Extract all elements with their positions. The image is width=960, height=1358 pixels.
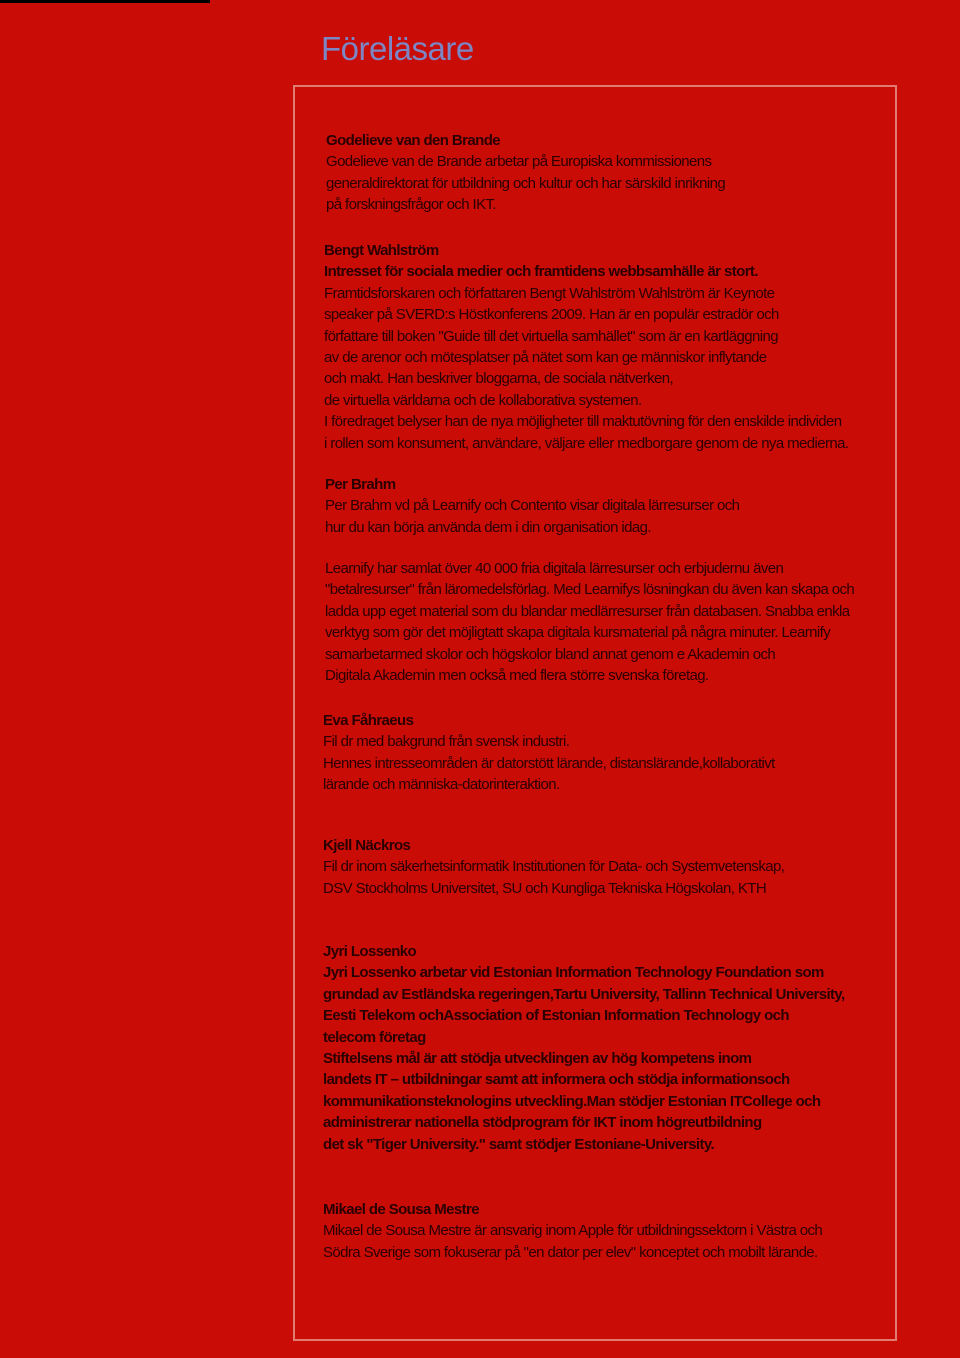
bio-line: och makt. Han beskriver bloggarna, de sociala nätverken, [324,370,674,388]
bio-line: Fil dr med bakgrund från svensk industri. [323,733,570,751]
bio-line: "betalresurser" från läromedelsförlag. Med Learnifys lösningkan du även kan skapa och [325,581,855,599]
bio-line: landets IT – utbildningar samt att informera och stödja informationsoch [323,1071,790,1089]
bio-line: hur du kan börja använda dem i din organisation idag. [325,518,651,536]
bio-line: Jyri Lossenko arbetar vid Estonian Information Technology Foundation som [323,964,824,982]
bio-line: Stiftelsens mål är att stödja utvecklingen av hög kompetens inom [323,1050,752,1068]
speaker-name: Kjell Näckros [323,837,411,854]
speaker-name: Jyri Lossenko [323,943,417,960]
bio-line: lärande och människa-datorinteraktion. [323,776,560,794]
bio-line: grundad av Estländska regeringen,Tartu University, Tallinn Technical University, [323,985,845,1003]
bio-line: samarbetarmed skolor och högskolor bland annat genom e Akademin och [325,645,776,663]
bio-line: Eesti Telekom ochAssociation of Estonian Information Technology och [323,1007,789,1025]
speaker-name: Godelieve van den Brande [326,132,500,149]
speaker-lossenko [323,941,845,1155]
speaker-mestre [323,1199,822,1263]
page-title: Föreläsare [321,30,474,67]
speaker-brahm-learnify [325,558,854,686]
bio-line: Digitala Akademin men också med flera större svenska företag. [325,667,709,685]
bio-line: Hennes intresseområden är datorstött lärande, distanslärande,kollaborativt [323,754,775,772]
speaker-fahraeus [323,710,775,796]
speaker-name: Mikael de Sousa Mestre [323,1201,480,1218]
bio-line: verktyg som gör det möjligtatt skapa digitala kursmaterial på några minuter. Learnify [325,624,831,642]
bio-line: Södra Sverige som fokuserar på "en dator per elev" konceptet och mobilt lärande. [323,1243,818,1261]
bio-line: Mikael de Sousa Mestre är ansvarig inom Apple för utbildningssektorn i Västra och [323,1222,823,1240]
bio-line: på forskningsfrågor och IKT. [326,196,496,214]
bio-line: av de arenor och mötesplatser på nätet som kan ge människor inflytande [324,349,767,367]
top-rule [0,0,210,3]
speaker-name: Eva Fåhraeus [323,712,414,729]
bio-line: Per Brahm vd på Learnify och Contento visar digitala lärresurser och [325,497,740,515]
bio-line: kommunikationsteknologins utveckling.Man stödjer Estonian ITCollege och [323,1092,821,1110]
bio-line: speaker på SVERD:s Höstkonferens 2009. Han är en populär estradör och [324,306,779,324]
bio-line: ladda upp eget material som du blandar medlärresurser från databasen. Snabba enkla [325,602,850,620]
bio-line: de virtuella världarna och de kollaborativa systemen. [324,391,642,409]
bio-line: administrerar nationella stödprogram för IKT inom högreutbildning [323,1114,762,1132]
speaker-brande [326,130,725,216]
bio-lead: Intresset för sociala medier och framtidens webbsamhälle är stort. [324,263,758,281]
bio-line: i rollen som konsument, användare, väljare eller medborgare genom de nya medierna. [324,434,849,452]
bio-line: I föredraget belyser han de nya möjligheter till maktutövning för den enskilde individen [324,413,842,431]
bio-line: DSV Stockholms Universitet, SU och Kungliga Tekniska Högskolan, KTH [323,879,767,897]
bio-line: generaldirektorat för utbildning och kultur och har särskild inrikning [326,174,726,192]
bio-line: det sk "Tiger University." samt stödjer Estoniane-University. [323,1135,715,1153]
bio-line: Learnify har samlat över 40 000 fria digitala lärresurser och erbjudernu även [325,560,784,577]
bio-line: Framtidsforskaren och författaren Bengt Wahlström Wahlström är Keynote [324,284,775,302]
speaker-wahlstrom [324,240,848,454]
speaker-brahm [325,474,739,538]
bio-line: Fil dr inom säkerhetsinformatik Institutionen för Data- och Systemvetenskap, [323,858,785,876]
speaker-name: Bengt Wahlström [324,242,439,259]
bio-line: telecom företag [323,1028,426,1046]
speaker-name: Per Brahm [325,476,396,493]
bio-line: Godelieve van de Brande arbetar på Europiska kommissionens [326,153,712,171]
bio-line: författare till boken "Guide till det virtuella samhället" som är en kartläggning [324,327,778,345]
speaker-nackros [323,835,784,899]
